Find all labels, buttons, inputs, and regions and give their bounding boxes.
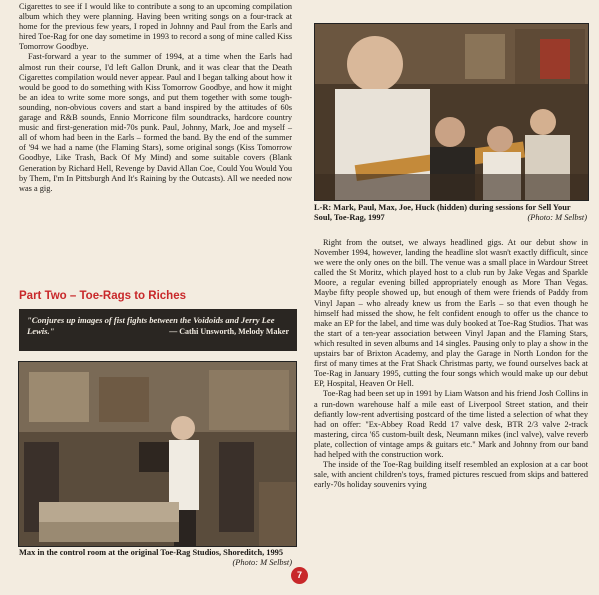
page-number: 7 bbox=[291, 567, 308, 584]
left-column bbox=[19, 2, 292, 194]
right-paragraph-1: Right from the outset, we always headlined gigs. At our debut show in November 1994, however, landing the headline slot wasn't exactly difficult, since we were the only ones on the bill. The venue was a small place in Wardour Street called the St Moritz, which played host to a club run by Jake Vegas and Sparkle Moore, a regular evening billed appropriately enough as More Than Vegas. Maybe fifty people showed up, but enough of them were friends of Paddy from Vinyl Japan – who already knew us from the Earls – so that even though he himself had missed the show, he felt confident enough to offer us the chance to make an EP for the label, and time was duly booked at Toe-Rag Studios. That was the start of a ten-year association between Vinyl Japan and the Flaming Stars, which resulted in seven albums and 14 singles. Pausing only to play a show in the upstairs bar of Brixton Academy, and play the Garage in North London for the first of many times at the Frat Shack Christmas party, we found ourselves back at Toe-Rag in January 1995, cutting the four songs which would make up our debut EP, Hospital, Heaven Or Hell. bbox=[314, 238, 588, 389]
left-paragraph-1: Cigarettes to see if I would like to contribute a song to an upcoming compilation album which they were planning. Having been writing songs on a four-track at home for the previous few years, I roped in Johnny and Paul from the Earls and hired Toe-Rag for one day sometime in 1993 to record a song of mine called Kiss Tomorrow Goodbye. bbox=[19, 2, 292, 52]
quote-attribution: — Cathi Unsworth, Melody Maker bbox=[169, 327, 289, 336]
left-paragraph-2: Fast-forward a year to the summer of 1994, at a time when the Earls had almost run their course, I'd left Gallon Drunk, and it was clear that the Death Cigarettes compilation would never appear. Paul and I began talking about how it would be good to do something with Kiss Tomorrow Goodbye, and how it might be an idea to write some more songs, and put them together with some tough-sounding, non-obvious covers and start a band inspired by the attitudes of 60s garage and R&B sounds, Ennio Morricone film soundtracks, hardcore country music and first-generation mid-70s punk. Paul, Johnny, Mark, Joe and myself – all of whom had been in the Earls – formed the band. By the end of the summer of '94 we had a name (the Flaming Stars), some original songs (Kiss Tomorrow Goodbye, Like Trash, Back Of My Mind) and some suitable covers (Blank Generation by Richard Hell, Revenge by David Allan Coe, Could You Would You by Them, I'm In Pittsburgh And It's Raining by the Outcasts). All we needed now was a gig. bbox=[19, 52, 292, 193]
bottom-photo-caption-text: Max in the control room at the original Toe-Rag Studios, Shoreditch, 1995 bbox=[19, 548, 284, 557]
right-paragraph-3: The inside of the Toe-Rag building itself resembled an explosion at a car boot sale, with ancient children's toys, framed pictures rescued from skips and battered early-70s holiday souvenirs vying bbox=[314, 460, 588, 490]
band-session-photo bbox=[314, 23, 589, 201]
right-column bbox=[314, 238, 588, 490]
top-photo-caption bbox=[314, 203, 587, 223]
right-paragraph-2: Toe-Rag had been set up in 1991 by Liam Watson and his friend Josh Collins in a run-down warehouse half a mile east of Liverpool Street station, and their defiantly low-rent advertising postcard of the time listed a selection of what they had on offer: "Ex-Abbey Road Redd 17 valve desk, BTR 2/3 valve 2-track mastering, circa '65 custom-built desk, Neumann mikes (incl valve), valve reverb plate, collection of vintage amps & guitars etc." Mark and Johnny from our band had helped with the construction work. bbox=[314, 389, 588, 459]
top-photo-caption-text: L-R: Mark, Paul, Max, Joe, Huck (hidden) during sessions for Sell Your Soul, Toe-Rag, 1997 bbox=[314, 203, 571, 222]
control-room-photo bbox=[18, 361, 297, 547]
top-photo-credit: (Photo: M Selbst) bbox=[527, 213, 587, 222]
pull-quote bbox=[19, 309, 297, 351]
bottom-photo-caption bbox=[19, 548, 292, 568]
quote-text: "Conjures up images of fist fights between the Voidoids and Jerry Lee Lewis." bbox=[27, 315, 275, 336]
section-heading: Part Two – Toe-Rags to Riches bbox=[19, 290, 186, 302]
bottom-photo-credit: (Photo: M Selbst) bbox=[232, 558, 292, 567]
